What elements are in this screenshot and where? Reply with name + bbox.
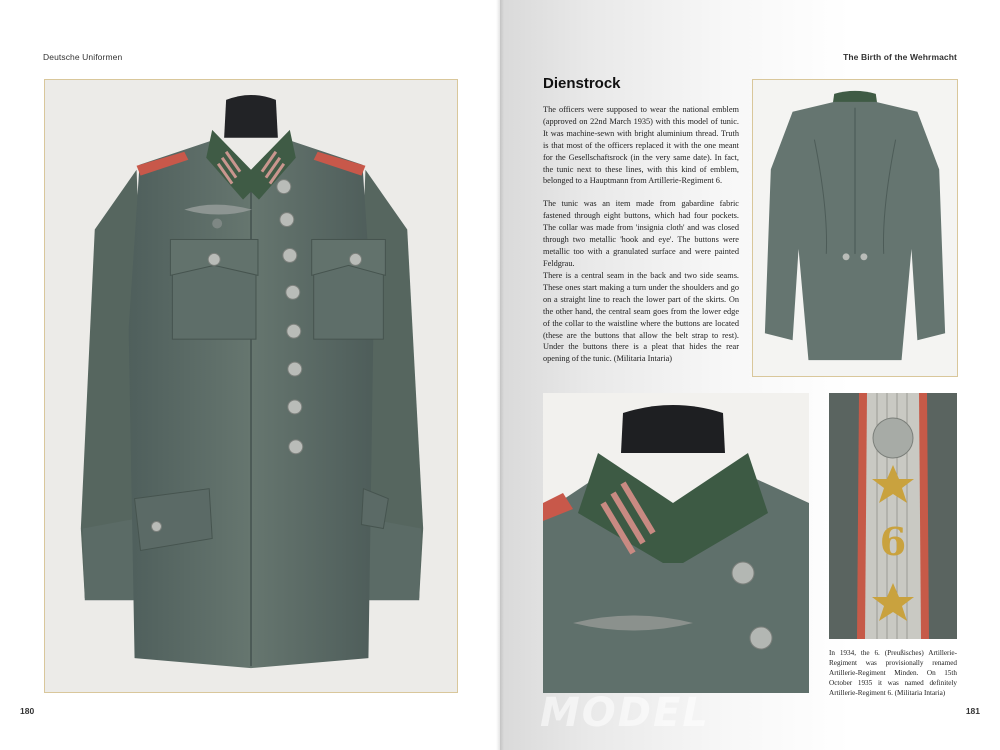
- shoulder-strap-caption: In 1934, the 6. (Preußisches) Artillerie-Regiment was provisionally renamed Artillerie-Regiment Minden. On 15th October 1935 it was named definitely Artillerie-Regiment 6. (Militaria Intaria): [829, 649, 957, 698]
- collar-detail-photo: [543, 393, 809, 693]
- left-page-number: 180: [20, 706, 35, 716]
- left-running-head: Deutsche Uniformen: [43, 52, 123, 62]
- right-running-head: The Birth of the Wehrmacht: [843, 52, 957, 62]
- watermark-text: MODEL: [540, 690, 710, 736]
- body-paragraph-1: The officers were supposed to wear the national emblem (approved on 22nd March 1935) with this model of tunic. It was machine-sewn with bright aluminium thread. Truth is that most of the officers replaced it with the one meant for the Gesellschaftsrock (in the very same date). In fact, the tunic next to these lines, with this kind of emblem, belonged to a Hauptmann from Artillerie-Regiment 6.: [543, 105, 739, 186]
- section-title: Dienstrock: [543, 75, 621, 92]
- body-paragraph-2: The tunic was an item made from gabardine fabric fastened through eight buttons, which had four pockets. The collar was made from 'insignia cloth' and was closed through two metallic 'hook and eye'. The buttons were metallic too with a granulated surface and were painted Feldgrau.: [543, 199, 739, 268]
- tunic-back-photo: [752, 79, 958, 377]
- book-gutter: [496, 0, 504, 750]
- body-paragraph-3: There is a central seam in the back and two side seams. These ones start making a turn under the shoulders and go on a straight line to reach the lower part of the skirts. On the other hand, the central seam goes from the lower edge of the collar to the waistline where the buttons are located (these are the buttons that allow the belt strap to rest). Under the buttons there is a pleat that hides the rear opening of the tunic. (Militaria Intaria): [543, 271, 739, 364]
- right-page-number: 181: [965, 706, 980, 716]
- tunic-front-photo: [44, 79, 458, 693]
- shoulder-strap-photo: [829, 393, 957, 639]
- svg-text:6: 6: [879, 519, 907, 564]
